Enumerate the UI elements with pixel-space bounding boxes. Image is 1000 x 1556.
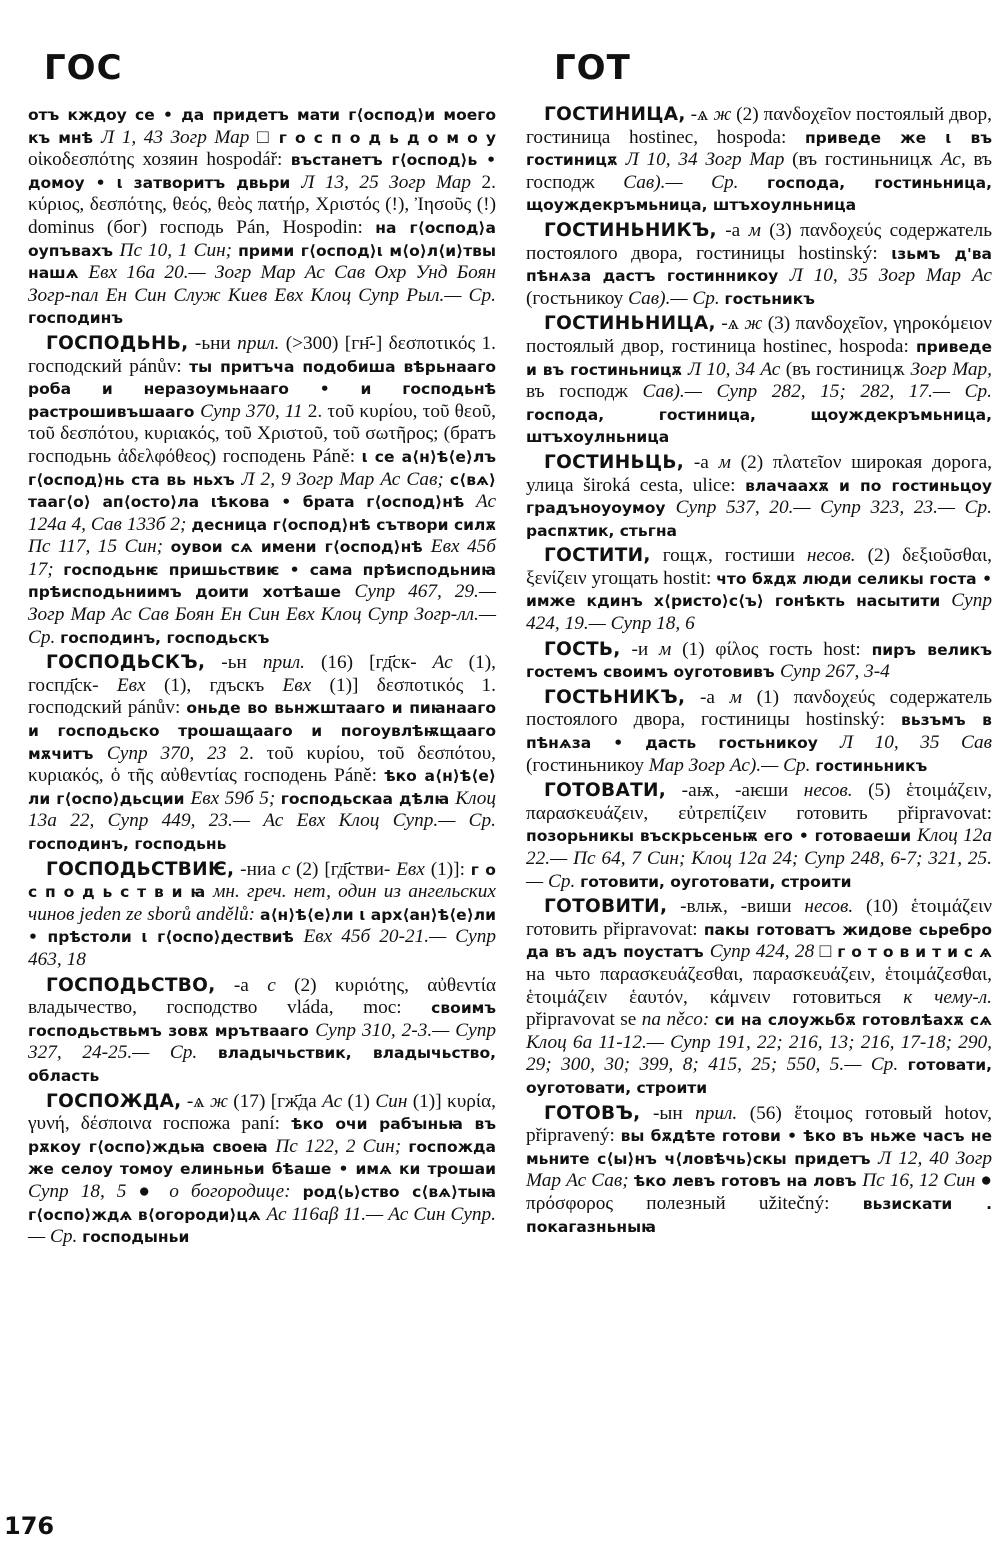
dictionary-entry xyxy=(526,639,992,684)
source-reference: Л 12, 40 Зогр Мар Ас Сав; xyxy=(526,1147,992,1192)
old-slavonic-quote: своимъ господьствьмъ зовѫ мрътвааго xyxy=(28,999,496,1040)
source-reference: Супр 424, 19.— Супр 18, 6 xyxy=(526,590,992,635)
old-slavonic-quote: ι се а⟨н⟩ѣ⟨е⟩лъ г⟨оспод⟩нь ста вь ньхъ xyxy=(28,447,496,489)
source-reference: Евх 59б 5; xyxy=(190,787,281,809)
definition-text: (17) [гж҃да xyxy=(233,1090,323,1112)
old-slavonic-quote: пакы готоватъ жидове сьребро да въ адъ поустатъ xyxy=(526,920,992,962)
running-head-right: ГОТ xyxy=(554,48,631,88)
definition-text: -ниа xyxy=(234,858,282,880)
source-reference: Клоц 13а 22, Супр 449, 23.— Ас Евх Клоц Супр.— Ср. xyxy=(28,787,496,832)
dictionary-entry xyxy=(28,104,496,330)
old-slavonic-quote: ѣко очи рабꙑньꙗ въ рѫкоу г⟨оспо⟩ждьꙗ своеꙗ xyxy=(28,1115,496,1156)
headword: ГОСПОДЬСТВИѤ, xyxy=(46,858,235,880)
source-reference: Зогр Мар, xyxy=(910,358,992,380)
old-slavonic-quote: влачаахѫ и по гостиньцоу градъноуоумоу xyxy=(526,476,992,518)
old-slavonic-quote: господьнѥ пришьствиѥ • сама прѣисподьниꙗ прѣисподьниимъ доити хотѣаше xyxy=(28,560,496,602)
source-reference: прил. xyxy=(237,332,286,354)
source-reference: Супр 370, 23 xyxy=(106,742,240,764)
definition-text: 2. κύριος, δεσπότης, θεός, θεὸς πατήρ, Χριστός (!), Ἰησοῦς (!) dominus (бог) господь Pán, Hospodin: xyxy=(28,171,496,238)
old-slavonic-quote: ѣко а⟨н⟩ѣ⟨е⟩ли г⟨оспо⟩дьсции xyxy=(28,767,496,808)
definition-text: въ господж xyxy=(526,149,992,193)
definition-text: -а xyxy=(215,974,268,996)
old-slavonic-quote: гостьникъ xyxy=(724,289,815,308)
source-reference: Ас, xyxy=(940,149,974,171)
source-reference: Клоц 6а 11-12.— Супр 191, 22; 216, 13; 216, 17-18; 290, 29; 300, 30; 399, 8; 415, 25; 550, 5.— Ср. xyxy=(526,1031,992,1076)
definition-text: -а xyxy=(716,219,749,241)
source-reference: м xyxy=(729,686,757,708)
definition-text: -а xyxy=(685,686,730,708)
definition-text: (3) πανδοχεῖον, γηροκόμειον постоялый двор, гостиница hostinec, hospoda: xyxy=(526,313,992,357)
definition-text: на чьто παρασκευάζεσθαι, παρασκευάζειν, ἑτοιμάζεσθαι, ἑτοιμάζειν ἑαυτόν, κάμνειν готовиться xyxy=(526,963,992,1008)
dictionary-entry xyxy=(526,452,992,542)
definition-text: -ьн xyxy=(205,652,263,674)
definition-text: 2. τοῦ κυρίου, τοῦ δεσπότου, κυριακός, ὁ τῆς αὐθεντίας господень Páně: xyxy=(28,742,496,787)
old-slavonic-quote: готовати, оуготовати, строити xyxy=(526,1056,992,1097)
source-reference: Супр 467, 29.— Зогр Мар Ас Сав Боян Ен Син Евх Клоц Супр Зогр-лл.— Ср. xyxy=(28,581,496,648)
source-reference: Л 10, 34 Ас xyxy=(687,358,786,380)
source-reference: Евх 16а 20.— Зогр Мар Ас Сав Охр Унд Боян Зогр-пал Ен Син Служ Киев Евх Клоц Супр Рыл.— Ср. xyxy=(28,262,496,306)
definition-text: -ѧ xyxy=(715,313,745,335)
definition-text: (гостиньникоу xyxy=(526,754,649,776)
definition-text: (1) φίλος гость host: xyxy=(682,638,872,660)
headword: ГОТОВАТИ, xyxy=(544,780,667,802)
definition-text: (16) [гд҃ск- xyxy=(320,652,433,674)
definition-text: -ѧ xyxy=(181,1090,210,1112)
source-reference: прил. xyxy=(695,1102,750,1124)
definition-text: (1), гдъскъ xyxy=(163,674,283,696)
source-reference: Супр 370, 11 xyxy=(200,400,308,422)
source-reference: Сав).— Ср. xyxy=(623,171,768,193)
source-reference: Пс 16, 12 Син xyxy=(862,1170,981,1192)
definition-text: □ xyxy=(819,941,838,963)
dictionary-entry xyxy=(526,896,992,1099)
source-reference: Ас xyxy=(432,652,469,674)
page-number: 176 xyxy=(4,1512,55,1540)
definition-text: -и xyxy=(620,638,659,660)
old-slavonic-quote: прими г⟨оспод⟩ι м⟨о⟩л⟨и⟩твы нашѧ xyxy=(28,241,496,283)
headword: ГОСТИНЬНИКЪ, xyxy=(544,219,717,241)
old-slavonic-quote: господинъ, господьскъ xyxy=(60,628,270,647)
dictionary-entry xyxy=(526,545,992,635)
dictionary-entry xyxy=(526,687,992,777)
dictionary-entry xyxy=(526,104,992,217)
headword: ГОТОВЪ, xyxy=(544,1102,641,1124)
running-head-left: ГОС xyxy=(44,48,123,88)
source-reference: Ас xyxy=(322,1090,348,1112)
definition-text: (1) πανδοχεύς содержатель постоялого двора, гостиницы hostinský: xyxy=(526,686,992,731)
definition-text: (3) πανδοχεύς содержатель постоялого двора, гостиницы hostinský: xyxy=(526,219,992,264)
definition-text: -а xyxy=(684,451,719,473)
old-slavonic-quote: г о т о в и т и с ѧ xyxy=(837,943,992,962)
headword: ГОСПОДЬСКЪ, xyxy=(46,652,206,674)
old-slavonic-quote: ты притъча подобиша вѣрьнааго роба и неразоумьнааго • и господьнѣ растрошивъшааго xyxy=(28,357,496,421)
old-slavonic-quote: господинъ xyxy=(28,309,124,328)
headword: ГОСПОДЬНЬ, xyxy=(46,332,189,354)
definition-text: (2) κυριότης, αὐθεντία владычество, господство vláda, moc: xyxy=(28,974,497,1019)
left-column xyxy=(28,104,496,1252)
dictionary-entry xyxy=(526,220,992,310)
headword: ГОТОВИТИ, xyxy=(544,896,668,918)
definition-text: (гостьникоу xyxy=(526,287,629,309)
source-reference: na něco: xyxy=(641,1009,715,1031)
old-slavonic-quote: господа, гостиница, щоуждекръмьница, штъхоулньница xyxy=(526,405,992,447)
old-slavonic-quote: си на слоужьбѫ готовлѣахѫ сѧ xyxy=(714,1011,992,1030)
dictionary-entry xyxy=(526,313,992,449)
old-slavonic-quote: господьскаа дѣлꙗ xyxy=(280,789,456,808)
headword: ГОСТИНЬЦЬ, xyxy=(544,451,685,473)
old-slavonic-quote: господа, гостиньница, щоуждекръмьница, штъхоулньница xyxy=(526,173,992,215)
dictionary-entry xyxy=(28,333,496,649)
definition-text: (10) ἑτοιμάζειν готовить připravovat: xyxy=(526,896,992,940)
source-reference: Евх xyxy=(116,674,164,696)
definition-text: (56) ἕτοιμος готовый hotov, připravený: xyxy=(526,1102,992,1147)
old-slavonic-quote: въстанетъ г⟨оспод⟩ь • домоу • ι затворитъ двьри xyxy=(28,151,496,192)
headword: ГОСТИНИЦА, xyxy=(544,104,686,125)
source-reference: ж xyxy=(744,313,768,335)
dictionary-entry xyxy=(526,1103,992,1239)
definition-text: гощѫ, гостиши xyxy=(650,545,807,567)
definition-text: (1)] κυρία, γυνή, δέσποινα госпожа paní: xyxy=(28,1090,496,1135)
old-slavonic-quote: позорьникы въскрьсеньѭ его • готоваеши xyxy=(526,827,918,846)
dictionary-entry xyxy=(28,975,496,1088)
old-slavonic-quote: вьзискати . покагазньныꙗ xyxy=(526,1194,992,1236)
source-reference: с xyxy=(281,858,296,880)
old-slavonic-quote: пиръ великъ гостемъ своимъ оуготовивъ xyxy=(526,640,992,682)
definition-text: (1)]: xyxy=(430,858,471,880)
source-reference: Евх xyxy=(396,858,431,880)
definition-text: (1) xyxy=(347,1090,376,1112)
definition-text: ● xyxy=(138,1180,170,1202)
source-reference: м xyxy=(718,451,741,473)
source-reference: м xyxy=(659,638,683,660)
source-reference: ж xyxy=(713,104,737,125)
source-reference: Л 13, 25 Зогр Мар xyxy=(301,171,482,193)
old-slavonic-quote: владычьствик, владычьство, область xyxy=(28,1044,496,1085)
definition-text: (1)] δεσποτικός 1. господский pánův: xyxy=(28,674,496,719)
source-reference: Ас 116аβ 11.— Ас Син Супр.— Ср. xyxy=(28,1203,496,1248)
headword: ГОСТИТИ, xyxy=(544,545,651,567)
source-reference: ж xyxy=(209,1090,234,1112)
old-slavonic-quote: с⟨вѧ⟩тааг⟨о⟩ ап⟨осто⟩ла ιѣкова • брата г⟨оспод⟩нѣ xyxy=(28,470,496,512)
definition-text: -аѭ, -аѥши xyxy=(666,780,804,802)
definition-text: 2. τοῦ κυρίου, τοῦ θεοῦ, τοῦ δεσπότου, κυριακός, τοῦ Χριστοῦ, τοῦ σωτῆρος; (братъ господьнь ἀδελφόθεος) господень Páně: xyxy=(28,400,496,467)
old-slavonic-quote: оньде во вьнжштааго и пиꙗнааго и господьско трошащааго и погоувлѣѭщааго мѫчитъ xyxy=(28,699,496,763)
right-column xyxy=(526,104,992,1241)
source-reference: Л 10, 35 Зогр Мар Ас xyxy=(789,265,992,287)
headword: ГОСПОДЬСТВО, xyxy=(46,974,216,996)
definition-text: (5) ἑτοιμάζειν, παρασκευάζειν, εὐτρεπίζειν готовить připravovat: xyxy=(526,780,992,824)
source-reference: Евх 45б 17; xyxy=(28,536,496,580)
definition-text: připravovat se xyxy=(526,1009,642,1031)
source-reference: несов. xyxy=(803,780,869,802)
old-slavonic-quote: десница г⟨оспод⟩нѣ сътвори силѫ xyxy=(191,515,496,534)
definition-text: -влѭ, -виши xyxy=(667,896,805,918)
definition-text: въ господж xyxy=(526,381,643,403)
source-reference: несов. xyxy=(806,545,868,567)
source-reference: прил. xyxy=(262,652,321,674)
source-reference: Супр 310, 2-3.— Супр 327, 24-25.— Ср. xyxy=(28,1019,496,1064)
source-reference: Евх xyxy=(282,674,330,696)
definition-text: (2) δεξιοῦσθαι, ξενίζειν угощать hostit: xyxy=(526,545,992,589)
source-reference: Мар Зогр Ас).— Ср. xyxy=(648,754,816,776)
definition-text: οἰκοδεσπότης хозяин hospodář: xyxy=(28,149,291,171)
old-slavonic-quote: отъ кждоу се • да придетъ мати г⟨оспод⟩и моего къ мнѣ xyxy=(28,106,496,147)
old-slavonic-quote: оувои сѧ имени г⟨оспод⟩нѣ xyxy=(170,538,431,557)
definition-text: □ xyxy=(256,126,279,148)
source-reference: Л 10, 35 Сав xyxy=(840,732,993,754)
old-slavonic-quote: вьзъмъ в пѣнѧза • дасть гостьникоу xyxy=(526,711,992,753)
source-reference: с xyxy=(267,974,295,996)
source-reference: Син xyxy=(375,1090,413,1112)
source-reference: о богородице: xyxy=(169,1180,303,1202)
old-slavonic-quote: а⟨н⟩ѣ⟨е⟩ли ι арх⟨ан⟩ѣ⟨е⟩ли • прѣстоли ι г⟨оспо⟩дествиѣ xyxy=(28,905,496,947)
old-slavonic-quote: распѫтик, стьгна xyxy=(526,521,677,540)
old-slavonic-quote: приведе и въ гостиньницѫ xyxy=(526,337,992,379)
definition-text: ● πρόσφορος полезный užitečný: xyxy=(526,1170,992,1214)
old-slavonic-quote: госпожда же селоу томоу елиньньи бѣаше • имѧ ки трошаи xyxy=(28,1137,497,1179)
dictionary-entry xyxy=(28,859,496,972)
old-slavonic-quote: род⟨ь⟩ство с⟨вѧ⟩тыꙗ г⟨оспо⟩ждѧ в⟨огороди⟩цѧ xyxy=(28,1182,496,1224)
source-reference: Сав).— Супр 282, 15; 282, 17.— Ср. xyxy=(642,381,992,403)
source-reference: Ас 124а 4, Сав 133б 2; xyxy=(28,491,496,535)
source-reference: Супр 424, 28 xyxy=(709,941,820,963)
definition-text: (2) πλατεῖον широкая дорога, улица široká cesta, ulice: xyxy=(526,451,992,496)
old-slavonic-quote: г о с п о д ь д о м о у xyxy=(278,128,496,147)
source-reference: Пс 10, 1 Син; xyxy=(119,239,239,261)
headword: ГОСТЬ, xyxy=(544,638,621,660)
source-reference: Клоц 12а 22.— Пс 64, 7 Син; Клоц 12а 24; Супр 248, 6-7; 321, 25.— Ср. xyxy=(526,825,992,892)
definition-text: -ѧ xyxy=(685,104,714,125)
old-slavonic-quote: господинъ, господьнь xyxy=(28,835,227,853)
source-reference: Л 1, 43 Зогр Мар xyxy=(101,126,257,148)
definition-text: -ьни xyxy=(188,332,238,354)
definition-text: (въ гостиньницѫ xyxy=(792,149,941,171)
dictionary-entry xyxy=(28,1091,496,1249)
old-slavonic-quote: приведе же ι въ гостиницѫ xyxy=(526,128,992,170)
source-reference: Супр 537, 20.— Супр 323, 23.— Ср. xyxy=(675,497,992,519)
source-reference: Пс 117, 15 Син; xyxy=(28,536,171,558)
old-slavonic-quote: господыньи xyxy=(82,1228,190,1247)
source-reference: Л 2, 9 Зогр Мар Ас Сав; xyxy=(241,468,450,490)
old-slavonic-quote: г о с п о д ь с т в и ꙗ xyxy=(28,860,496,902)
old-slavonic-quote: готовити, оуготовати, строити xyxy=(580,872,852,891)
old-slavonic-quote: на г⟨оспод⟩а оупъвахъ xyxy=(28,218,496,260)
source-reference: Супр 267, 3-4 xyxy=(780,661,890,683)
headword: ГОСПОЖДА, xyxy=(46,1090,182,1112)
definition-text: (1), госпд҃ск- xyxy=(28,652,496,696)
old-slavonic-quote: ѣко левъ готовъ на ловъ xyxy=(633,1172,863,1191)
source-reference: к чему-л. xyxy=(903,986,992,1008)
source-reference: Супр 18, 5 xyxy=(28,1180,139,1202)
headword: ГОСТИНЬНИЦА, xyxy=(544,313,716,335)
dictionary-entry xyxy=(28,652,496,855)
source-reference: несов. xyxy=(804,896,866,918)
headword: ГОСТЬНИКЪ, xyxy=(544,686,686,708)
source-reference: Евх 45б 20-21.— Супр 463, 18 xyxy=(28,926,496,970)
definition-text: (2) [гд҃стви- xyxy=(296,858,397,880)
source-reference: мн. греч. нет, один из ангельских чинов jeden ze sborů andělů: xyxy=(28,881,496,925)
definition-text: -ын xyxy=(640,1102,696,1124)
source-reference: Пс 122, 2 Син; xyxy=(275,1135,409,1157)
source-reference: Л 10, 34 Зогр Мар xyxy=(625,149,793,171)
source-reference: м xyxy=(748,219,770,241)
definition-text: (2) πανδοχεῖον постоялый двор, гостиница hostinec, hospoda: xyxy=(526,104,992,148)
old-slavonic-quote: ιзьмъ д'ва пѣнѧза дастъ гостинникоу xyxy=(526,244,992,286)
old-slavonic-quote: вы бѫдѣте готови • ѣко въ ньже часъ не мьните с⟨ы⟩нъ ч⟨ловѣчь⟩скы придетъ xyxy=(526,1127,992,1168)
old-slavonic-quote: что бѫдѫ люди селикы госта • имже кдинъ х⟨ристо⟩с⟨ъ⟩ гонѣкть насытити xyxy=(526,569,993,611)
source-reference: Сав).— Ср. xyxy=(628,287,725,309)
dictionary-entry xyxy=(526,780,992,893)
old-slavonic-quote: гостиньникъ xyxy=(815,756,928,775)
definition-text: (>300) [гн҃-] δεσποτικός 1. господский pánův: xyxy=(28,332,496,377)
definition-text: (въ гостиницѫ xyxy=(785,358,911,380)
